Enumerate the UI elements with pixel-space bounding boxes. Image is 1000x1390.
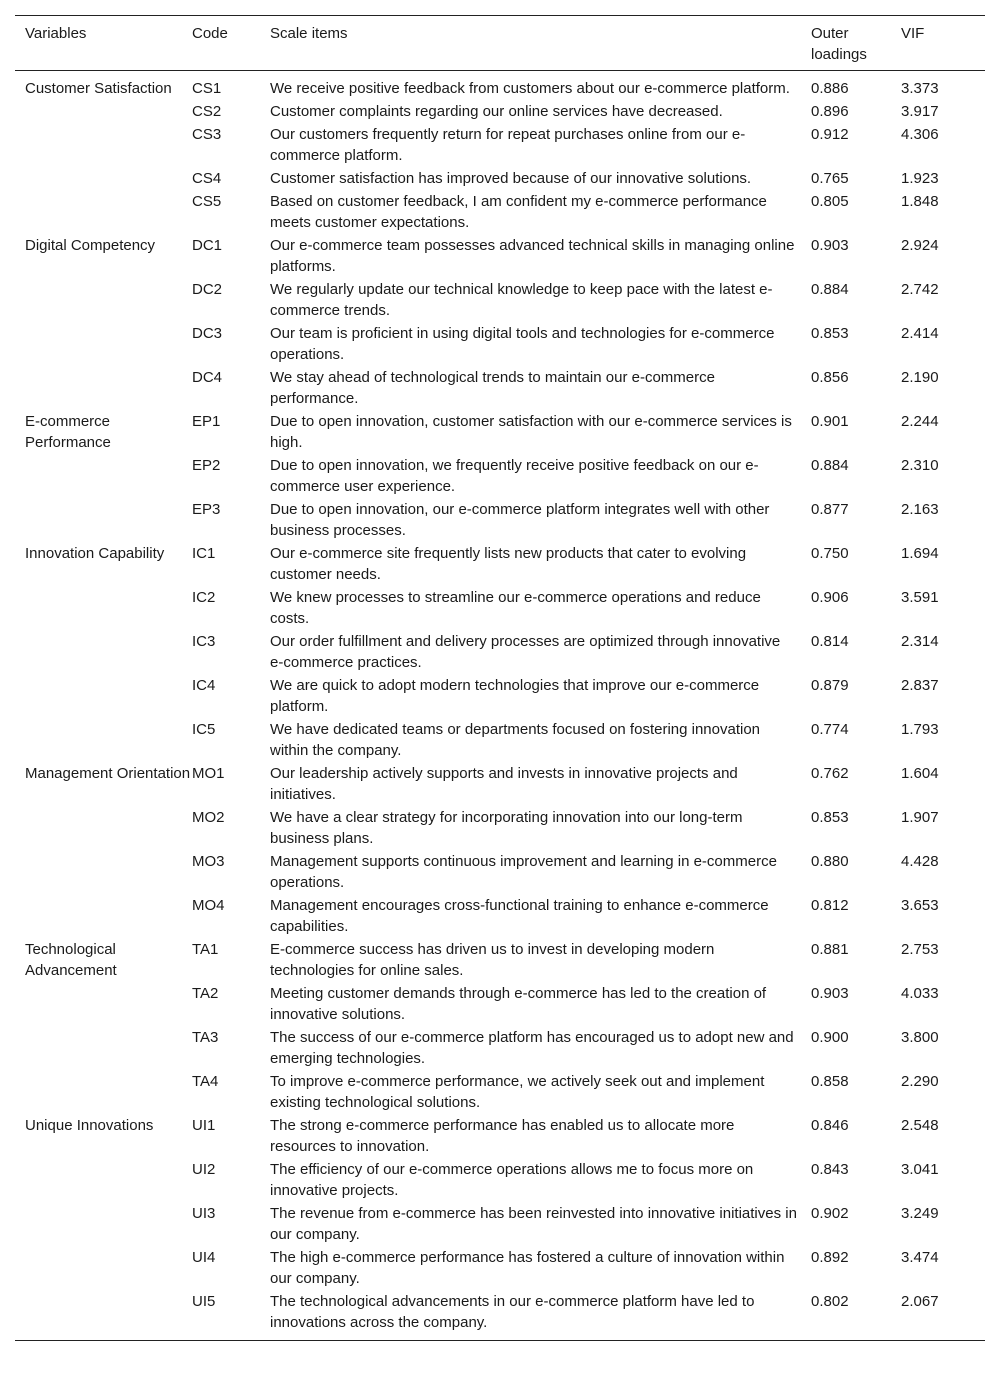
outer-loading-cell: 0.903 (811, 237, 849, 254)
outer-loading-cell: 0.886 (811, 80, 849, 97)
table-row (15, 100, 985, 123)
table-row (15, 322, 985, 366)
scale-item-cell: Our order fulfillment and delivery processes are optimized through innovative e-commerce practices. (270, 633, 781, 671)
vif-cell: 3.653 (901, 897, 939, 914)
outer-loading-cell: 0.750 (811, 545, 849, 562)
code-cell: CS4 (192, 170, 222, 187)
table-row (15, 123, 985, 167)
variable-cell (15, 587, 192, 629)
variable-cell (15, 807, 192, 849)
variable-cell (15, 191, 192, 233)
code-cell: IC5 (192, 721, 216, 738)
outer-loading-cell: 0.843 (811, 1161, 849, 1178)
scale-item-cell: We regularly update our technical knowledge to keep pace with the latest e-commerce trends. (270, 281, 773, 319)
table-row (15, 1158, 985, 1202)
table-row (15, 674, 985, 718)
scale-item-cell: The success of our e-commerce platform has encouraged us to adopt new and emerging technologies. (270, 1029, 794, 1067)
table-row (15, 278, 985, 322)
scale-item-cell: Customer satisfaction has improved because of our innovative solutions. (270, 170, 752, 187)
code-cell: EP2 (192, 457, 221, 474)
scale-item-cell: The technological advancements in our e-commerce platform have led to innovations across the company. (270, 1293, 755, 1331)
table-row (15, 1114, 985, 1158)
vif-cell: 1.793 (901, 721, 939, 738)
outer-loading-cell: 0.802 (811, 1293, 849, 1310)
variable-cell (15, 1071, 192, 1113)
variable-cell: Unique Innovations (25, 1117, 154, 1134)
vif-cell: 2.924 (901, 237, 939, 254)
scale-item-cell: The strong e-commerce performance has enabled us to allocate more resources to innovation. (270, 1117, 735, 1155)
vif-cell: 1.604 (901, 765, 939, 782)
code-cell: UI3 (192, 1205, 216, 1222)
outer-loading-cell: 0.858 (811, 1073, 849, 1090)
code-cell: TA1 (192, 941, 219, 958)
table-row (15, 938, 985, 982)
outer-loading-cell: 0.881 (811, 941, 849, 958)
variable-cell (15, 1291, 192, 1333)
table-row (15, 234, 985, 278)
table-row (15, 542, 985, 586)
outer-loading-cell: 0.912 (811, 126, 849, 143)
table-row (15, 1290, 985, 1334)
code-cell: TA3 (192, 1029, 219, 1046)
scale-item-cell: Our customers frequently return for repeat purchases online from our e-commerce platform. (270, 126, 746, 164)
table-row (15, 1246, 985, 1290)
outer-loading-cell: 0.765 (811, 170, 849, 187)
code-cell: CS1 (192, 80, 222, 97)
outer-loading-cell: 0.877 (811, 501, 849, 518)
table-row (15, 982, 985, 1026)
variable-cell (15, 101, 192, 122)
header-row (15, 16, 985, 70)
scale-item-cell: E-commerce success has driven us to invest in developing modern technologies for online sales. (270, 941, 715, 979)
vif-cell: 1.907 (901, 809, 939, 826)
table-row (15, 1070, 985, 1114)
scale-item-cell: Our e-commerce site frequently lists new products that cater to evolving customer needs. (270, 545, 747, 583)
scale-item-cell: The efficiency of our e-commerce operations allows me to focus more on innovative projects. (270, 1161, 754, 1199)
scale-item-cell: Due to open innovation, we frequently receive positive feedback on our e-commerce user experience. (270, 457, 759, 495)
vif-cell: 3.249 (901, 1205, 939, 1222)
scale-item-cell: Our team is proficient in using digital tools and technologies for e-commerce operations. (270, 325, 775, 363)
variable-cell (15, 983, 192, 1025)
code-cell: IC4 (192, 677, 216, 694)
outer-loading-cell: 0.805 (811, 193, 849, 210)
vif-cell: 2.310 (901, 457, 939, 474)
table-row (15, 1026, 985, 1070)
outer-loading-cell: 0.901 (811, 413, 849, 430)
vif-cell: 2.414 (901, 325, 939, 342)
scale-item-cell: We stay ahead of technological trends to maintain our e-commerce performance. (270, 369, 715, 407)
variable-cell (15, 631, 192, 673)
vif-cell: 1.923 (901, 170, 939, 187)
variable-cell: E-commerce Performance (25, 413, 111, 451)
vif-cell: 2.290 (901, 1073, 939, 1090)
measurement-table (15, 15, 985, 1341)
outer-loading-cell: 0.856 (811, 369, 849, 386)
code-cell: CS2 (192, 103, 222, 120)
scale-item-cell: Customer complaints regarding our online services have decreased. (270, 103, 723, 120)
outer-loading-cell: 0.814 (811, 633, 849, 650)
table-row (15, 850, 985, 894)
outer-loading-cell: 0.853 (811, 325, 849, 342)
scale-item-cell: Based on customer feedback, I am confident my e-commerce performance meets customer expectations. (270, 193, 767, 231)
variable-cell (15, 455, 192, 497)
table-row (15, 1202, 985, 1246)
header-variables: Variables (25, 25, 87, 42)
outer-loading-cell: 0.846 (811, 1117, 849, 1134)
outer-loading-cell: 0.906 (811, 589, 849, 606)
variable-cell (15, 1203, 192, 1245)
scale-item-cell: To improve e-commerce performance, we actively seek out and implement existing technological solutions. (270, 1073, 765, 1111)
code-cell: DC2 (192, 281, 223, 298)
vif-cell: 3.373 (901, 80, 939, 97)
outer-loading-cell: 0.903 (811, 985, 849, 1002)
scale-item-cell: Our e-commerce team possesses advanced technical skills in managing online platforms. (270, 237, 795, 275)
outer-loading-cell: 0.762 (811, 765, 849, 782)
vif-cell: 3.474 (901, 1249, 939, 1266)
header-scale-items: Scale items (270, 25, 348, 42)
outer-loading-cell: 0.902 (811, 1205, 849, 1222)
code-cell: EP3 (192, 501, 221, 518)
vif-cell: 2.314 (901, 633, 939, 650)
outer-loading-cell: 0.880 (811, 853, 849, 870)
variable-cell: Management Orientation (25, 765, 191, 782)
vif-cell: 2.067 (901, 1293, 939, 1310)
code-cell: TA4 (192, 1073, 219, 1090)
scale-item-cell: Due to open innovation, our e-commerce platform integrates well with other business processes. (270, 501, 770, 539)
code-cell: CS5 (192, 193, 222, 210)
table-row (15, 190, 985, 234)
table-row (15, 454, 985, 498)
vif-cell: 1.848 (901, 193, 939, 210)
scale-item-cell: We have dedicated teams or departments focused on fostering innovation within the company. (270, 721, 761, 759)
vif-cell: 2.244 (901, 413, 939, 430)
code-cell: UI4 (192, 1249, 216, 1266)
variable-cell: Technological Advancement (25, 941, 117, 979)
code-cell: MO1 (192, 765, 225, 782)
header-outer-loadings: Outer loadings (811, 25, 867, 63)
variable-cell (15, 168, 192, 189)
scale-item-cell: The revenue from e-commerce has been reinvested into innovative initiatives in our company. (270, 1205, 797, 1243)
code-cell: IC2 (192, 589, 216, 606)
code-cell: MO4 (192, 897, 225, 914)
table-row (15, 498, 985, 542)
vif-cell: 4.306 (901, 126, 939, 143)
scale-item-cell: Management supports continuous improvement and learning in e-commerce operations. (270, 853, 777, 891)
code-cell: UI5 (192, 1293, 216, 1310)
table-row (15, 806, 985, 850)
vif-cell: 2.837 (901, 677, 939, 694)
table-row (15, 894, 985, 938)
outer-loading-cell: 0.896 (811, 103, 849, 120)
scale-item-cell: We have a clear strategy for incorporating innovation into our long-term business plans. (270, 809, 743, 847)
vif-cell: 3.041 (901, 1161, 939, 1178)
table-row (15, 71, 985, 100)
vif-cell: 2.190 (901, 369, 939, 386)
variable-cell (15, 367, 192, 409)
table-row (15, 630, 985, 674)
vif-cell: 3.917 (901, 103, 939, 120)
scale-item-cell: Management encourages cross-functional training to enhance e-commerce capabilities. (270, 897, 769, 935)
code-cell: CS3 (192, 126, 222, 143)
vif-cell: 2.548 (901, 1117, 939, 1134)
variable-cell (15, 1027, 192, 1069)
variable-cell (15, 124, 192, 166)
code-cell: DC4 (192, 369, 223, 386)
variable-cell: Innovation Capability (25, 545, 165, 562)
vif-cell: 2.753 (901, 941, 939, 958)
code-cell: MO3 (192, 853, 225, 870)
scale-item-cell: Our leadership actively supports and invests in innovative projects and initiatives. (270, 765, 738, 803)
variable-cell: Digital Competency (25, 237, 156, 254)
scale-item-cell: We receive positive feedback from customers about our e-commerce platform. (270, 80, 790, 97)
table-row (15, 167, 985, 190)
outer-loading-cell: 0.892 (811, 1249, 849, 1266)
scale-item-cell: Due to open innovation, customer satisfaction with our e-commerce services is high. (270, 413, 792, 451)
code-cell: UI2 (192, 1161, 216, 1178)
code-cell: EP1 (192, 413, 221, 430)
outer-loading-cell: 0.879 (811, 677, 849, 694)
scale-item-cell: We are quick to adopt modern technologies that improve our e-commerce platform. (270, 677, 760, 715)
variable-cell (15, 719, 192, 761)
scale-item-cell: Meeting customer demands through e-commerce has led to the creation of innovative solutions. (270, 985, 767, 1023)
code-cell: TA2 (192, 985, 219, 1002)
variable-cell (15, 323, 192, 365)
variable-cell: Customer Satisfaction (25, 80, 172, 97)
table-row (15, 718, 985, 762)
scale-item-cell: The high e-commerce performance has fostered a culture of innovation within our company. (270, 1249, 785, 1287)
table-row (15, 410, 985, 454)
variable-cell (15, 851, 192, 893)
table-row (15, 762, 985, 806)
header-vif: VIF (901, 25, 925, 42)
outer-loading-cell: 0.884 (811, 281, 849, 298)
vif-cell: 3.800 (901, 1029, 939, 1046)
outer-loading-cell: 0.812 (811, 897, 849, 914)
variable-cell (15, 675, 192, 717)
outer-loading-cell: 0.853 (811, 809, 849, 826)
header-code: Code (192, 25, 228, 42)
bottom-rule (15, 1340, 985, 1341)
vif-cell: 4.428 (901, 853, 939, 870)
code-cell: DC1 (192, 237, 223, 254)
vif-cell: 4.033 (901, 985, 939, 1002)
vif-cell: 1.694 (901, 545, 939, 562)
table-row (15, 586, 985, 630)
variable-cell (15, 895, 192, 937)
code-cell: UI1 (192, 1117, 216, 1134)
outer-loading-cell: 0.774 (811, 721, 849, 738)
vif-cell: 3.591 (901, 589, 939, 606)
code-cell: MO2 (192, 809, 225, 826)
outer-loading-cell: 0.884 (811, 457, 849, 474)
outer-loading-cell: 0.900 (811, 1029, 849, 1046)
variable-cell (15, 1247, 192, 1289)
code-cell: DC3 (192, 325, 223, 342)
variable-cell (15, 499, 192, 541)
variable-cell (15, 1159, 192, 1201)
code-cell: IC1 (192, 545, 216, 562)
scale-item-cell: We knew processes to streamline our e-commerce operations and reduce costs. (270, 589, 761, 627)
table-row (15, 366, 985, 410)
code-cell: IC3 (192, 633, 216, 650)
variable-cell (15, 279, 192, 321)
table-body (15, 71, 985, 1334)
vif-cell: 2.742 (901, 281, 939, 298)
vif-cell: 2.163 (901, 501, 939, 518)
